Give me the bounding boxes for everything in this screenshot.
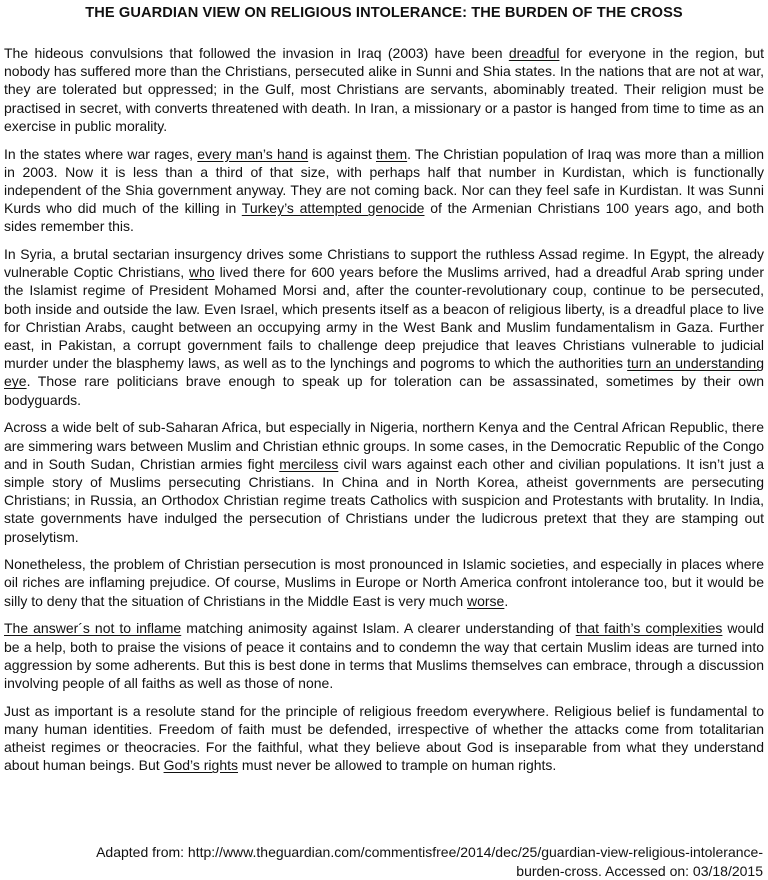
underlined-phrase: The answer´s not to inflame [4,620,182,637]
text-run: lived there for 600 years before the Muslims arrived, had a dreadful Arab spring under the Islamist regime of President Mohamed Morsi and, after the counter-revolutionary coup, continue to be persecuted, both inside and outside the law. Even Israel, which presents itself as a beacon of religious liberty, is a dreadful place to live for Christian Arabs, caught between an occupying army in the West Bank and Muslim fundamentalism in Gaza. Further east, in Pakistan, a corrupt government fails to challenge deep prejudice that leaves Christians vulnerable to judicial murder under the blasphemy laws, as well as to the lynchings and pogroms to which the authorities [4,264,764,372]
underlined-phrase: who [189,264,215,281]
text-run: In Syria, a brutal sectarian insurgency drives some Christians to support the ruthless Assad regime. In Egypt, the already vulnerable Coptic Christians, [4,246,764,281]
underlined-phrase: dreadful [508,45,560,61]
paragraph-4 [4,418,764,545]
text-run: In the states where war rages, [4,145,198,162]
text-run: Just as important is a resolute stand for the principle of religious freedom everywhere. Religious belief is fundamental to many human identities. Freedom of faith must be defended, irrespective of whether the attacks come from totalitarian atheist regimes or theocracies. For the faithful, what they believe about God is inseparable from what they understand about human beings. But [4,702,764,774]
paragraph-1 [4,44,764,135]
text-run: Nonetheless, the problem of Christian persecution is most pronounced in Islamic societies, and especially in places where oil riches are inflaming prejudice. Of course, Muslims in Europe or North America confront intolerance too, but it would be silly to deny that the situation of Christians in the Middle East is very much [4,556,764,609]
article-body [4,44,764,775]
underlined-phrase: them [375,145,408,162]
text-run: would be a help, both to praise the visions of peace it contains and to condemn the way that certain Muslim ideas are turned into aggression by some adherents. But this is best done in terms that Muslims themselves can embrace, through a discussion involving people of all faiths as well as those of none. [4,620,765,691]
source-line-1: Adapted from: http://www.theguardian.com/commentisfree/2014/dec/25/guardian-view-religious-intolerance- [96,844,763,860]
underlined-phrase: merciless [279,455,339,472]
article-title: THE GUARDIAN VIEW ON RELIGIOUS INTOLERANCE: THE BURDEN OF THE CROSS [85,5,683,21]
underlined-phrase: Turkey’s attempted genocide [241,200,425,217]
source-citation [23,843,763,880]
underlined-phrase: God’s rights [163,757,239,774]
text-run: The hideous convulsions that followed the invasion in Iraq (2003) have been [4,45,509,61]
text-run: must never be allowed to trample on human rights. [238,757,557,774]
text-run: . [504,592,509,609]
underlined-phrase: worse [467,592,505,609]
text-run: is against [308,145,376,162]
text-run: of the Armenian Christians 100 years ago, and both sides remember this. [4,200,764,235]
underlined-phrase: turn an understanding eye [4,355,764,390]
source-line-2: burden-cross. Accessed on: 03/18/2015 [516,862,763,879]
text-run: Across a wide belt of sub-Saharan Africa, but especially in Nigeria, northern Kenya and the Central African Republic, there are simmering wars between Muslim and Christian ethnic groups. In some cases, in the Democratic Republic of the Congo and in South Sudan, Christian armies fight [4,419,764,472]
text-run: matching animosity against Islam. A clearer understanding of [181,620,576,637]
paragraph-2 [4,145,764,236]
text-run: civil wars against each other and civilian populations. It isn’t just a simple story of Muslims persecuting Christians. In China and in North Korea, atheist governments are persecuting Christians; in Russia, an Orthodox Christian regime treats Catholics with suspicion and Protestants with brutality. In India, state governments have indulged the persecution of Christians under the ludicrous pretext that they are stamping out proselytism. [4,455,764,545]
text-run: for everyone in the region, but nobody has suffered more than the Christians, persecuted alike in Sunni and Shia states. In the nations that are not at war, they are tolerated but oppressed; in the Gulf, most Christians are servants, abominably treated. Their religion must be practised in secret, with converts threatened with death. In Iran, a missionary or a pastor is hanged from time to time as an exercise in public morality. [4,45,764,134]
text-run: . The Christian population of Iraq was more than a million in 2003. Now it is less than a third of that size, with perhaps half that number in Kurdistan, which is functionally independent of the Shia government anyway. They are not coming back. Nor can they feel safe in Kurdistan. It was Sunni Kurds who did much of the killing in [4,145,764,217]
paragraph-7 [4,702,764,775]
text-run: . Those rare politicians brave enough to speak up for toleration can be assassinated, sometimes by their own bodyguards. [4,373,764,408]
paragraph-5 [4,555,764,610]
underlined-phrase: that faith’s complexities [575,620,723,637]
underlined-phrase: every man’s hand [197,145,309,162]
paragraph-6 [4,619,764,692]
paragraph-3 [4,245,764,409]
